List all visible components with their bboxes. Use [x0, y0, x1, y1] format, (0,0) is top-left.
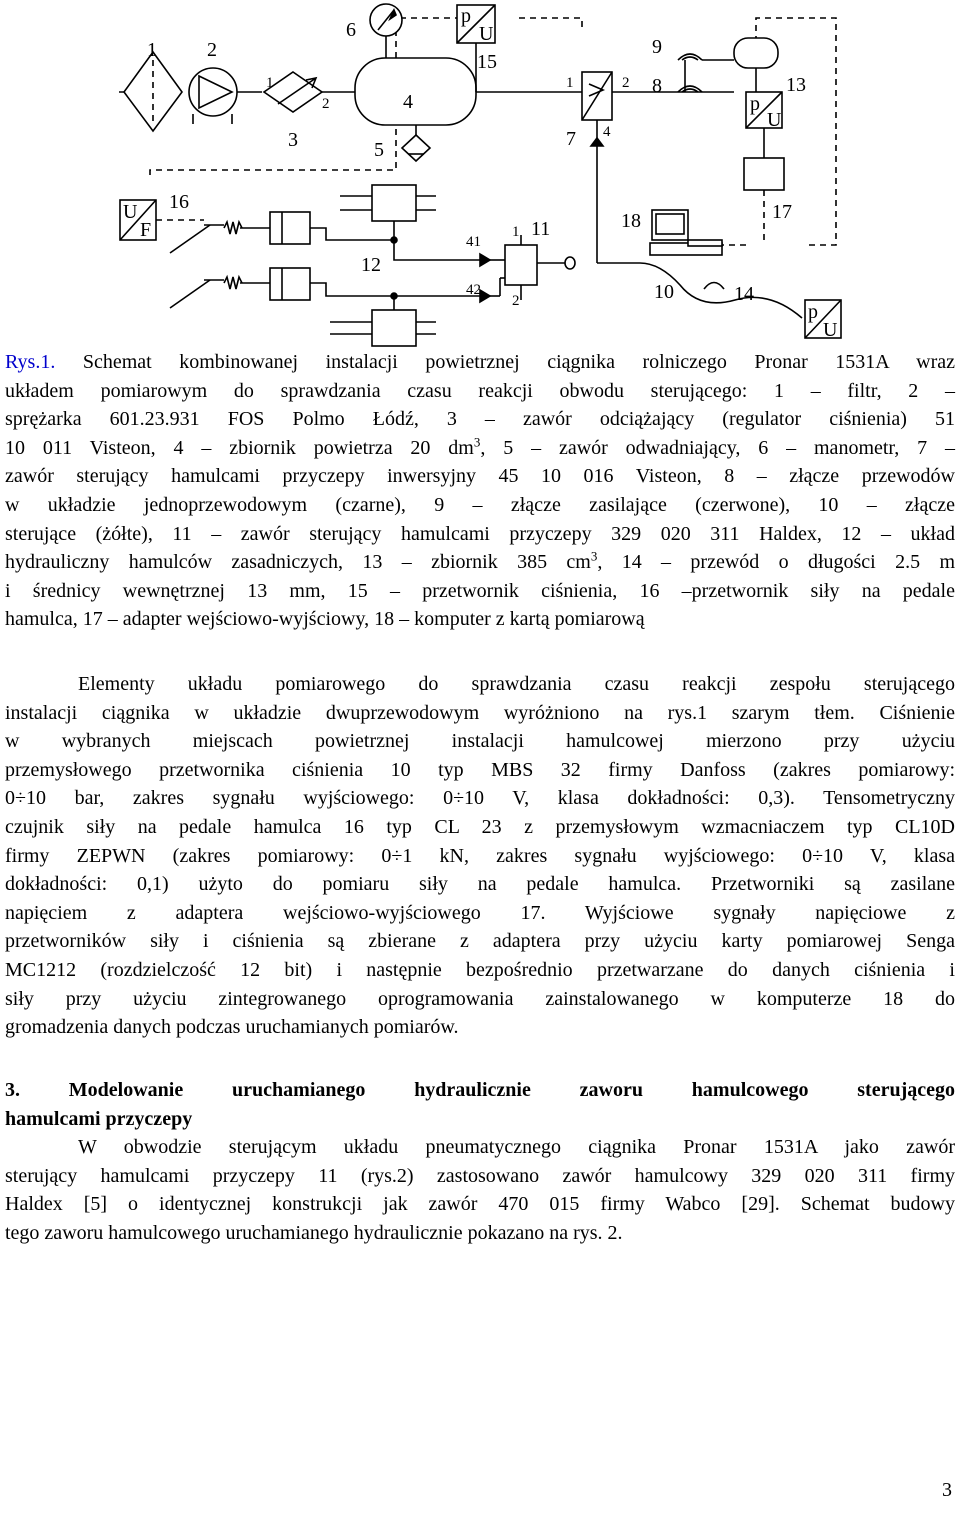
caption-label: Rys.1. — [5, 351, 56, 373]
text-line: 0÷10 bar, zakres sygnału wyjściowego: 0÷10 V, klasa dokładności: 0,3). Tensometryczny — [5, 787, 955, 810]
caption-line: hamulca, 17 – adapter wejściowo-wyjściowy, 18 – komputer z kartą pomiarową — [5, 608, 645, 631]
transducer-f: F — [140, 219, 152, 241]
port-label: 2 — [322, 96, 330, 112]
caption-line: 10 011 Visteon, 4 – zbiornik powietrza 20 $dm^3$, 5 – zawór odwadniający, 6 – manometr, 7 – — [5, 434, 956, 459]
transducer-u: U — [767, 109, 782, 131]
label-1: 1 — [147, 39, 157, 61]
coupling-8 — [678, 86, 702, 92]
label-2: 2 — [207, 39, 217, 61]
caption-line: Rys.1. Schemat kombinowanej instalacji powietrznej ciągnika rolniczego Pronar 1531A wraz — [5, 351, 955, 373]
port-label: 4 — [603, 124, 611, 140]
text-line: w wybranych miejscach powietrznej instalacji hamulcowej mierzono przy użyciu — [5, 730, 955, 753]
label-6: 6 — [346, 19, 356, 41]
text-line: instalacji ciągnika w układzie dwuprzewodowym wyróżniono na rys.1 szarym tłem. Ciśnienie — [5, 701, 955, 724]
label-12: 12 — [361, 254, 381, 276]
text-line: MC1212 (rozdzielczość 12 bit) i następnie bezpośrednio przetwarzane do danych ciśnienia i — [5, 958, 955, 981]
caption-line: w układzie jednoprzewodowym (czarne), 9 – złącze zasilające (czerwone), 10 – złącze — [5, 493, 955, 516]
heading-line: 3. Modelowanie uruchamianego hydraulicznie zaworu hamulcowego sterującego — [5, 1079, 955, 1101]
text-line: przetworników siły i ciśnienia są zbierane z adaptera przy użyciu karty pomiarowej Senga — [5, 930, 955, 953]
transducer-u: U — [823, 319, 838, 341]
transducer-u: U — [123, 201, 138, 223]
caption-line: hydrauliczny hamulców zasadniczych, 13 – zbiornik 385 $cm^3$, 14 – przewód o długości 2.5 m — [5, 548, 956, 574]
label-7: 7 — [566, 128, 576, 150]
body-paragraph-1 — [5, 670, 955, 1042]
page-number: 3 — [942, 1479, 952, 1501]
transducer-p: p — [750, 93, 760, 115]
text-line: dokładności: 0,1) użyto do pomiaru siły na pedale hamulca. Przetworniki są zasilane — [5, 873, 955, 896]
figure-caption — [5, 348, 955, 634]
port-label: 2 — [512, 293, 520, 309]
text-line: firmy ZEPWN (zakres pomiarowy: 0÷1 kN, zakres sygnału wyjściowego: 0÷10 V, klasa — [5, 844, 955, 867]
caption-line: układem pomiarowym do sprawdzania czasu reakcji obwodu sterującego: 1 – filtr, 2 – — [5, 379, 955, 402]
label-9: 9 — [652, 36, 662, 58]
transducer-p: p — [461, 5, 471, 27]
heading-line: hamulcami przyczepy — [5, 1107, 193, 1130]
drain-valve-symbol — [402, 125, 430, 161]
label-17: 17 — [772, 201, 792, 223]
label-15: 15 — [477, 51, 497, 73]
port-label: 2 — [622, 75, 630, 91]
port-label: 41 — [466, 234, 481, 250]
label-18: 18 — [621, 210, 641, 232]
caption-line: sterujące (żółte), 11 – zawór sterujący hamulcami przyczepy 329 020 311 Haldex, 12 – układ — [5, 522, 955, 545]
port-label: 1 — [266, 75, 274, 91]
text-line: przemysłowego przetwornika ciśnienia 10 typ MBS 32 firmy Danfoss (zakres pomiarowy: — [5, 758, 955, 781]
label-10: 10 — [654, 281, 674, 303]
label-3: 3 — [288, 129, 298, 151]
label-16: 16 — [169, 191, 189, 213]
caption-line: zawór sterujący hamulcami przyczepy inwersyjny 45 10 016 Visteon, 8 – złącze przewodów — [5, 465, 955, 488]
transducer-p: p — [808, 301, 818, 323]
compressor-symbol — [189, 68, 237, 124]
label-4: 4 — [403, 91, 413, 113]
text-line: napięciem z adaptera wejściowo-wyjściowego 17. Wyjściowe sygnały napięciowe z — [5, 901, 955, 924]
filter-symbol — [124, 52, 182, 131]
text-line: siły przy użyciu zintegrowanego oprogramowania zainstalowanego w komputerze 18 do — [5, 987, 955, 1010]
label-11: 11 — [531, 218, 551, 240]
label-5: 5 — [374, 139, 384, 161]
transducer-u: U — [479, 23, 494, 45]
text-line: Haldex [5] o identycznej konstrukcji jak zawór 470 015 firmy Wabco [29]. Schemat budowy — [5, 1193, 955, 1216]
air-tank-symbol — [355, 58, 476, 125]
reservoir-13 — [734, 38, 778, 92]
section-heading — [5, 1076, 955, 1133]
caption-line: sprężarka 601.23.931 FOS Polmo Łódź, 3 – zawór odciążający (regulator ciśnienia) 51 — [5, 408, 955, 431]
label-13: 13 — [786, 74, 806, 96]
text-line: czujnik siły na pedale hamulca 16 typ CL 23 z przemysłowym wzmacniaczem typ CL10D — [5, 815, 955, 838]
text-line: gromadzenia danych podczas uruchamianych pomiarów. — [5, 1016, 459, 1039]
port-label: 1 — [512, 224, 520, 240]
pneumatic-circuit-diagram — [0, 0, 960, 350]
trailer-control-valve-11 — [480, 235, 575, 302]
text-line: sterujący hamulcami przyczepy 11 (rys.2) zastosowano zawór hamulcowy 329 020 311 firmy — [5, 1164, 955, 1187]
hydraulic-brake-system-12 — [170, 185, 480, 346]
label-14: 14 — [734, 283, 754, 305]
manometer-symbol — [370, 4, 402, 58]
text-line: W obwodzie sterującym układu pneumatycznego ciągnika Pronar 1531A jako zawór — [78, 1136, 955, 1158]
computer-18 — [650, 210, 722, 255]
label-8: 8 — [652, 75, 662, 97]
port-label: 1 — [566, 75, 574, 91]
text-line: Elementy układu pomiarowego do sprawdzania czasu reakcji zespołu sterującego — [78, 673, 955, 695]
text-line: tego zaworu hamulcowego uruchamianego hydraulicznie pokazano na rys. 2. — [5, 1221, 623, 1244]
port-label: 42 — [466, 282, 481, 298]
body-paragraph-2 — [5, 1133, 955, 1247]
caption-line: i średnicy wewnętrznej 13 mm, 15 – przetwornik ciśnienia, 16 –przetwornik siły na pedale — [5, 579, 955, 602]
